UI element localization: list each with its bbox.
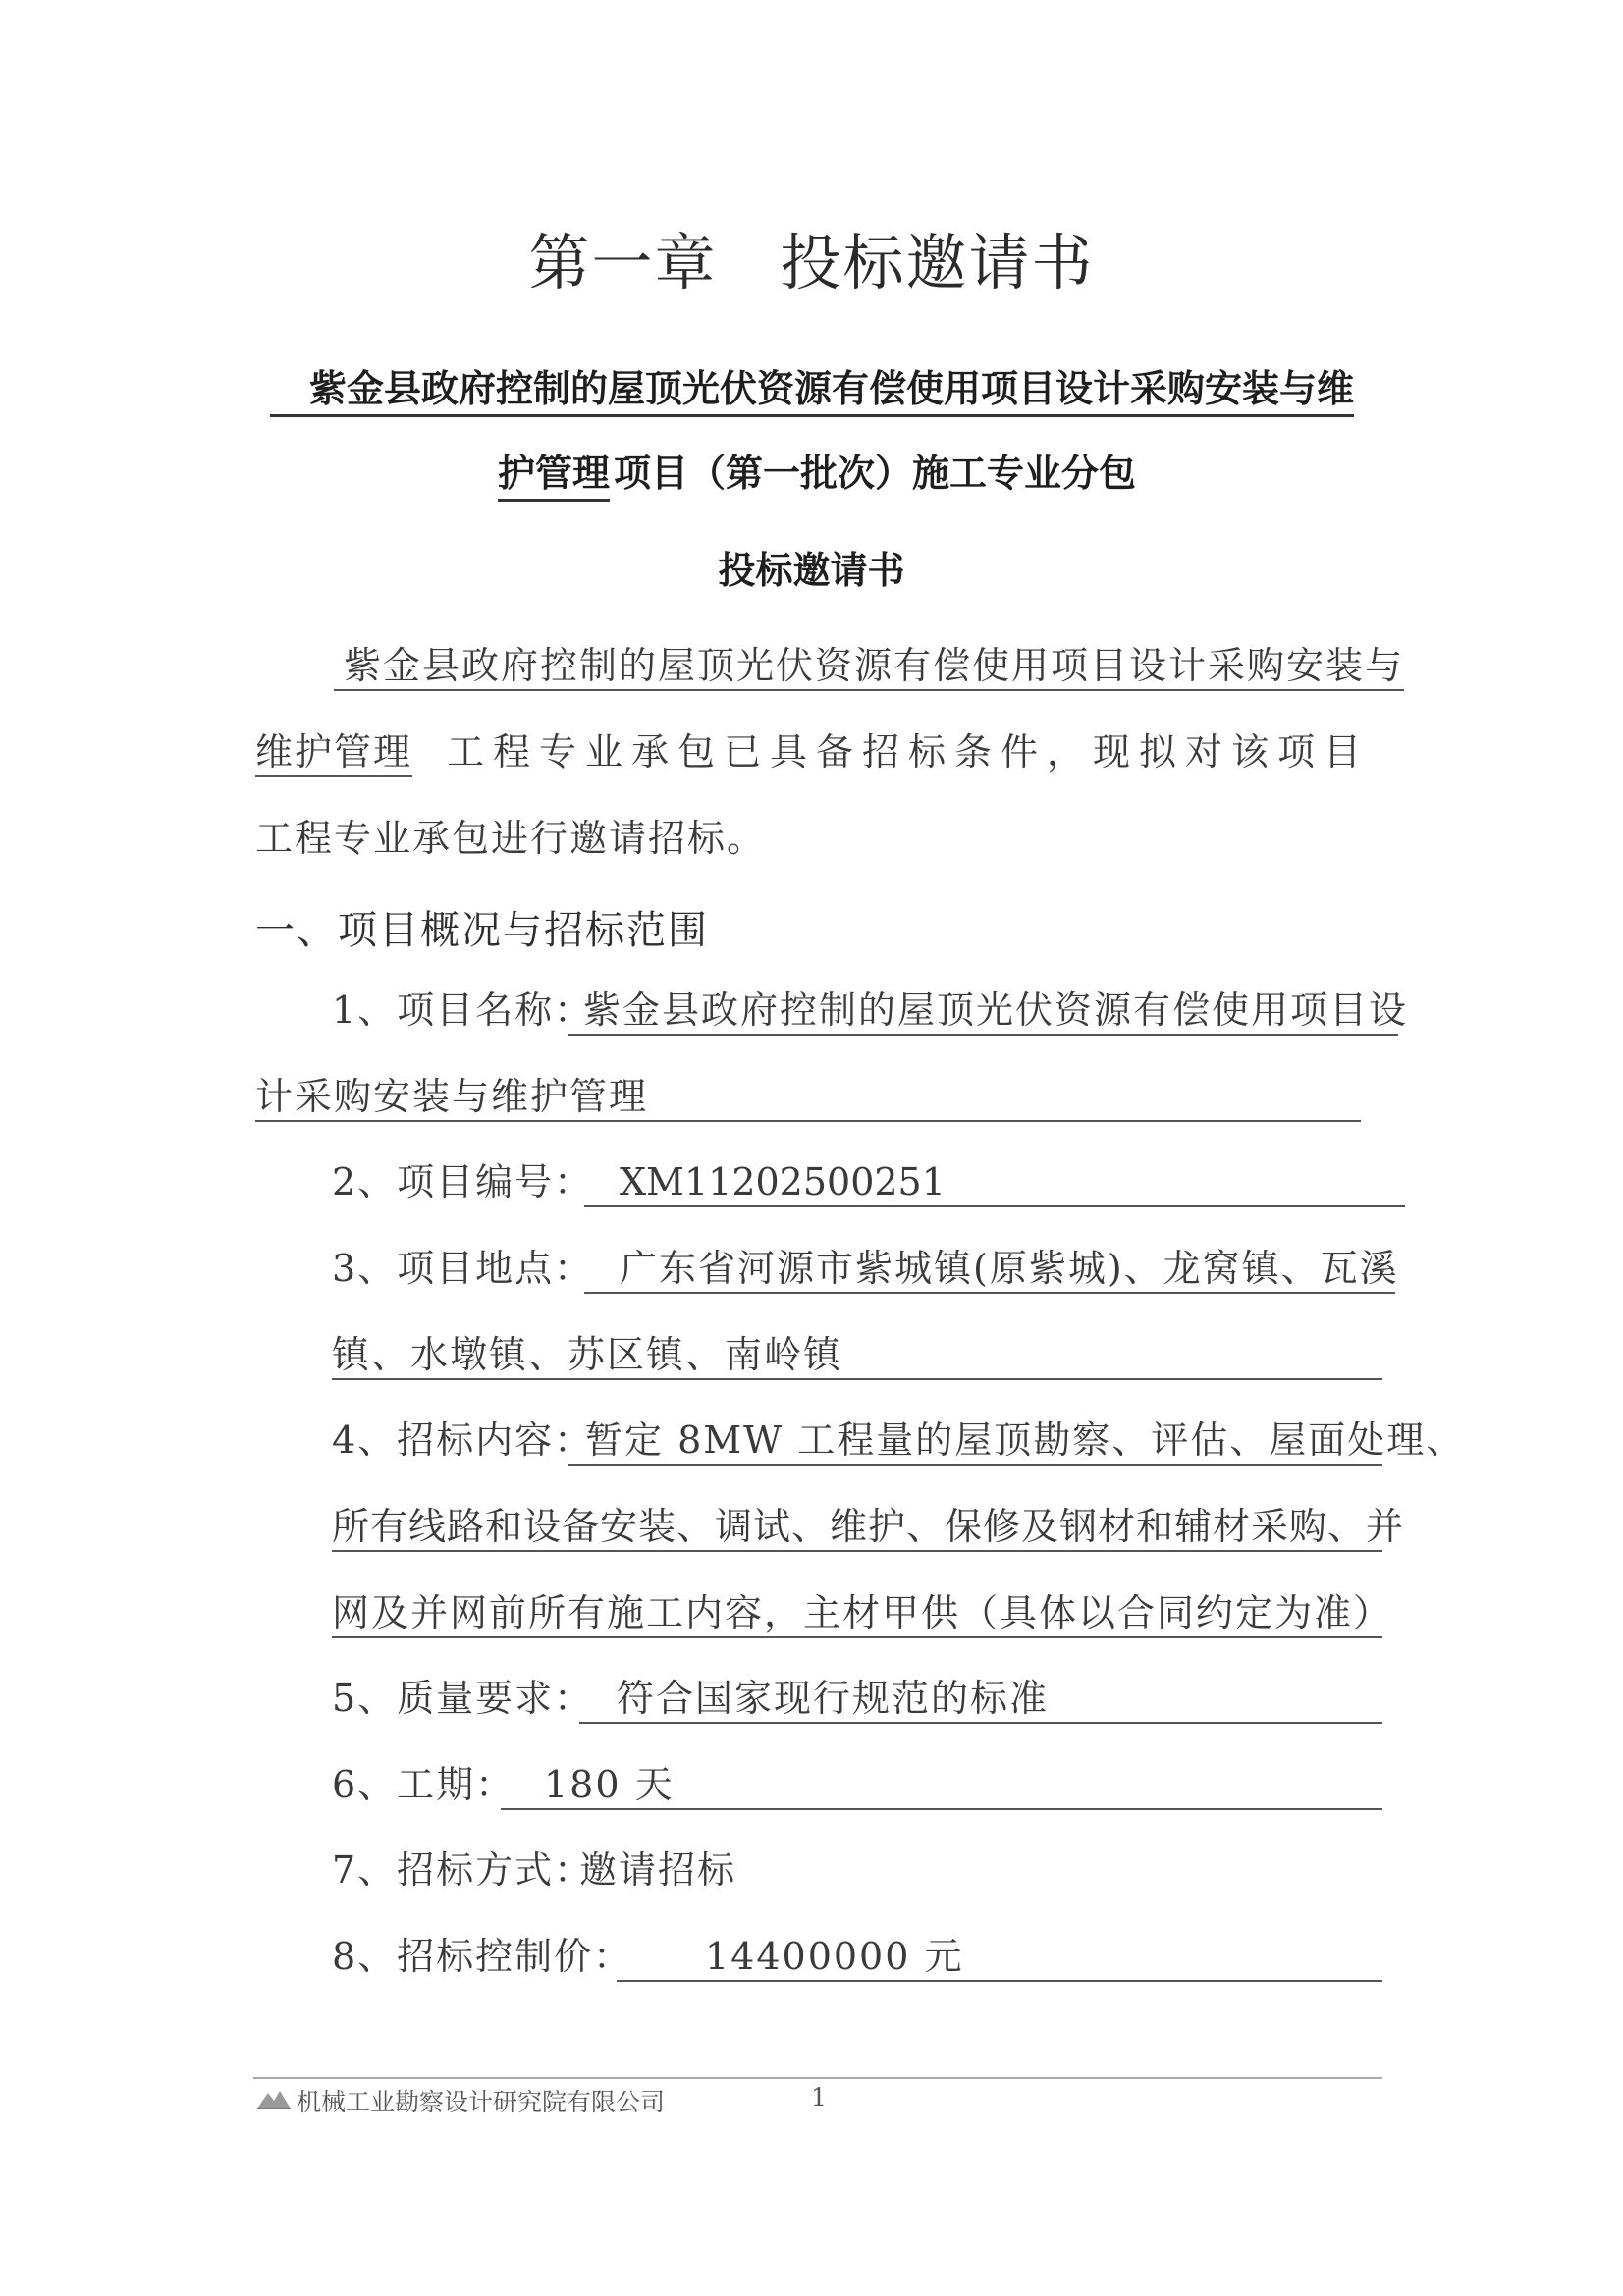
section1-heading: 一、项目概况与招标范围 xyxy=(255,908,709,953)
item-name-label: 1、项目名称： xyxy=(332,988,594,1032)
item-period-label: 6、工期： xyxy=(332,1763,515,1806)
item-location-label: 3、项目地点： xyxy=(332,1247,594,1290)
item-code-value: XM11202500251 xyxy=(584,1158,1405,1207)
intro-line1: 紫金县政府控制的屋顶光伏资源有偿使用项目设计采购安装与 xyxy=(334,642,1404,691)
footer-divider xyxy=(253,2077,1382,2079)
intro-line3: 工程专业承包进行邀请招标。 xyxy=(255,817,767,860)
item-content-value-line3: 网及并网前所有施工内容，主材甲供（具体以合同约定为准） xyxy=(332,1589,1382,1638)
item-name-value-line1: 紫金县政府控制的屋顶光伏资源有偿使用项目设 xyxy=(568,987,1398,1036)
item-method-value: 邀请招标 xyxy=(579,1848,737,1892)
item-name-value-line2: 计采购安装与维护管理 xyxy=(255,1073,1361,1122)
item-period-value: 180 天 xyxy=(501,1761,1382,1810)
item-content-value-line1: 暂定 8MW 工程量的屋顶勘察、评估、屋面处理、 xyxy=(568,1416,1382,1466)
item-price-value: 14400000 元 xyxy=(617,1933,1382,1982)
page-number: 1 xyxy=(811,2083,827,2111)
item-content-label: 4、招标内容： xyxy=(332,1418,594,1462)
item-content-value-line2: 所有线路和设备安装、调试、维护、保修及钢材和辅材采购、并 xyxy=(332,1503,1382,1552)
item-method-label: 7、招标方式： xyxy=(332,1848,594,1892)
footer-company: 机械工业勘察设计研究院有限公司 xyxy=(297,2088,666,2116)
doc-title: 投标邀请书 xyxy=(718,549,905,592)
project-title-line1: 紫金县政府控制的屋顶光伏资源有偿使用项目设计采购安装与维 xyxy=(270,363,1354,417)
project-title-line2-underlined: 护管理 xyxy=(498,448,610,502)
item-location-value-line2: 镇、水墩镇、苏区镇、南岭镇 xyxy=(332,1331,1382,1380)
project-title-line2: 项目（第一批次）施工专业分包 xyxy=(614,452,1137,495)
mountain-logo-icon xyxy=(257,2087,291,2110)
item-price-label: 8、招标控制价： xyxy=(332,1935,633,1978)
chapter-title: 第一章 投标邀请书 xyxy=(528,227,1095,298)
item-quality-label: 5、质量要求： xyxy=(332,1677,594,1720)
intro-line2: 工程专业承包已具备招标条件，现拟对该项目 xyxy=(447,730,1371,774)
item-code-label: 2、项目编号： xyxy=(332,1160,594,1203)
item-location-value-line1: 广东省河源市紫城镇(原紫城)、龙窝镇、瓦溪 xyxy=(584,1245,1395,1294)
item-quality-value: 符合国家现行规范的标准 xyxy=(579,1675,1382,1724)
intro-line2-underlined: 维护管理 xyxy=(255,728,412,777)
